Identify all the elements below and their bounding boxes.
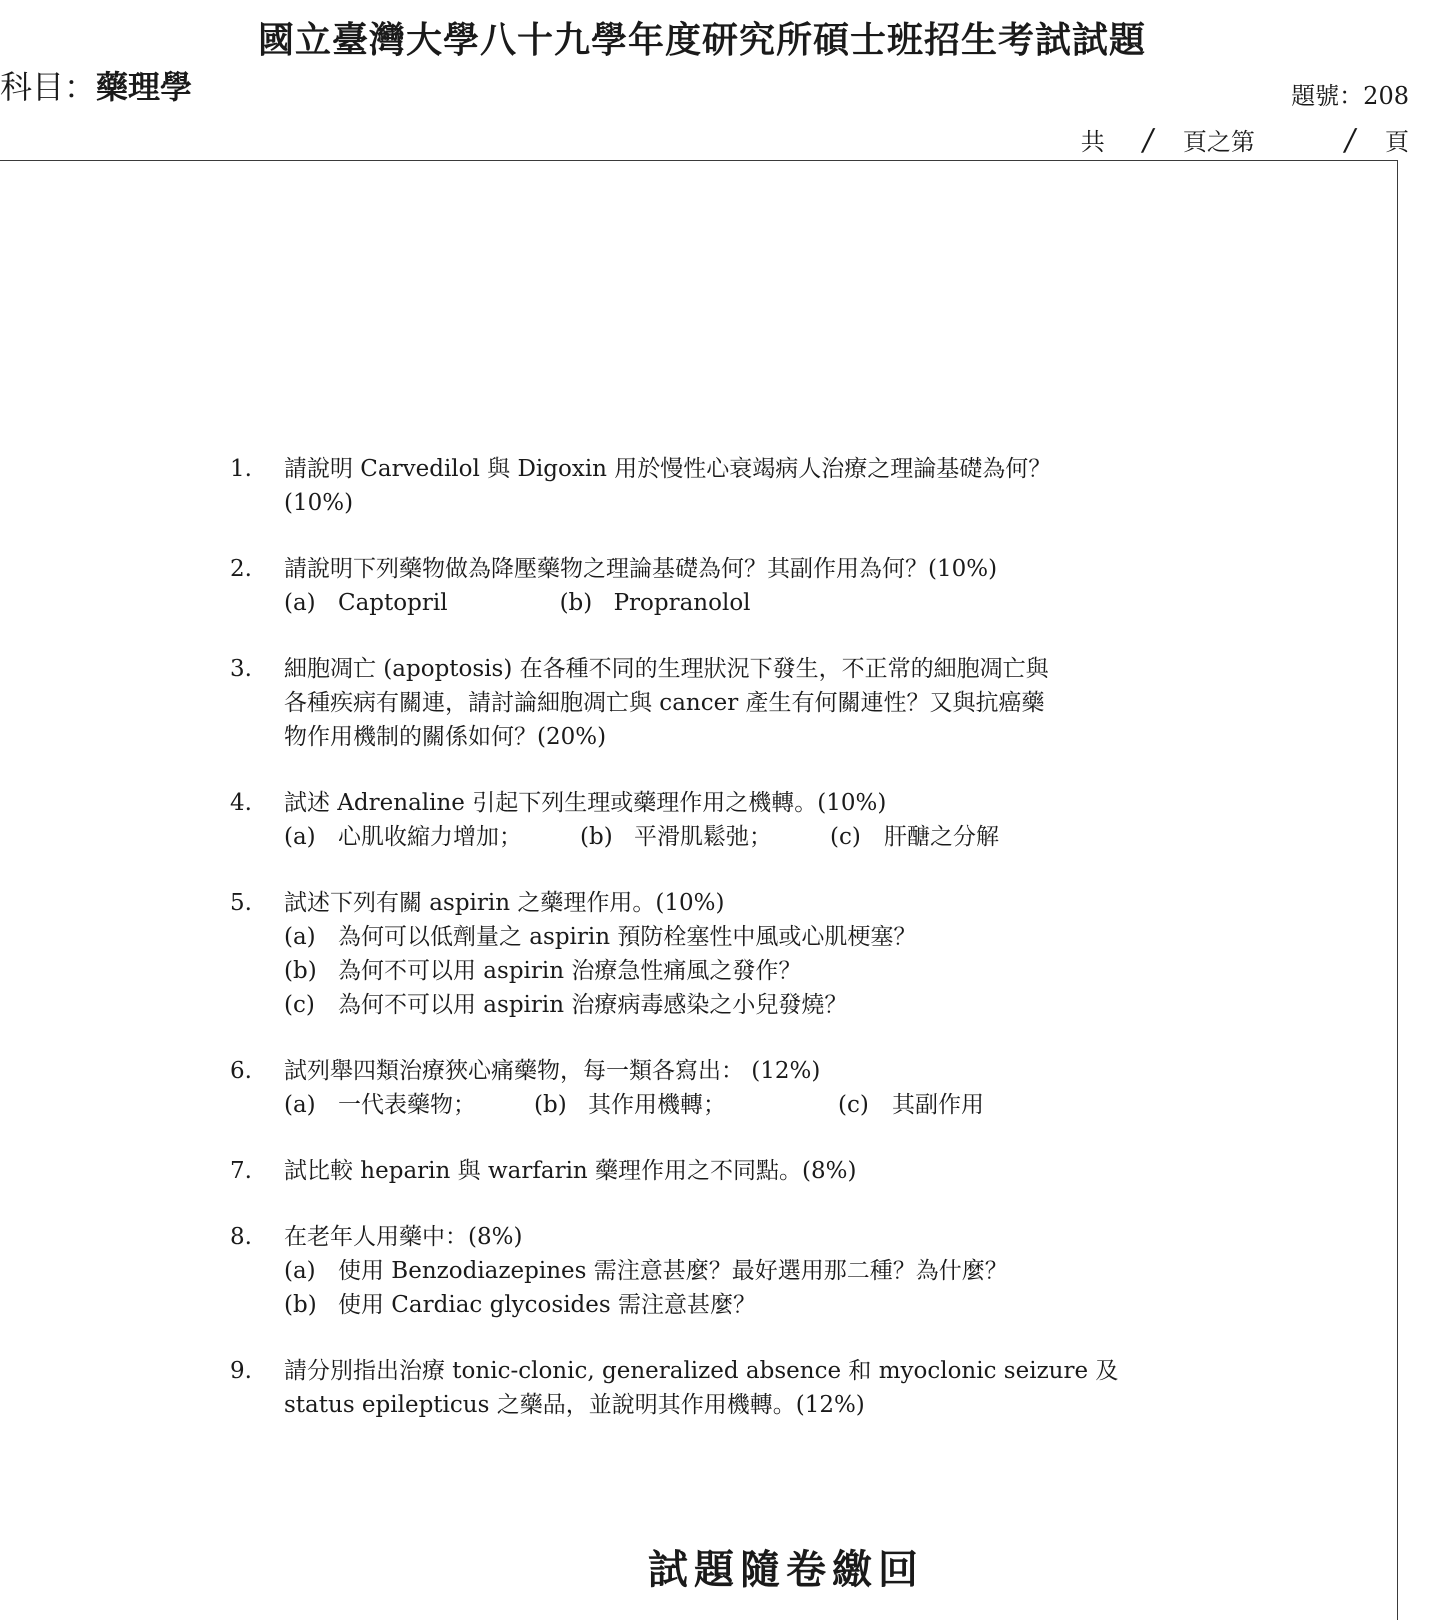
question-number: 6. [230, 1058, 252, 1084]
question-number: 3. [230, 656, 252, 682]
option-item [284, 820, 522, 854]
subject-label: 科目： [0, 68, 97, 106]
question-list [230, 452, 1180, 1454]
option-text: 肝醣之分解 [884, 824, 999, 850]
question-item [230, 552, 1180, 620]
question-text-line: 請說明 Carvedilol 與 Digoxin 用於慢性心衰竭病人治療之理論基礎為何？ [284, 456, 1052, 482]
sub-question [284, 954, 1180, 988]
sub-question-tag: (a) [284, 924, 316, 950]
question-item [230, 452, 1180, 520]
option-row [284, 820, 1180, 854]
option-text: 平滑肌鬆弛； [634, 824, 772, 850]
option-item [284, 586, 448, 620]
question-text-line: 請說明下列藥物做為降壓藥物之理論基礎為何？其副作用為何？(10%) [284, 556, 998, 582]
question-number: 5. [230, 890, 252, 916]
question-number: 9. [230, 1358, 252, 1384]
sub-question-text: 為何不可以用 aspirin 治療病毒感染之小兒發燒？ [338, 992, 848, 1018]
sub-question-text: 為何不可以用 aspirin 治療急性痛風之發作？ [338, 958, 802, 984]
exam-title: 國立臺灣大學八十九學年度研究所碩士班招生考試試題 [258, 19, 1147, 61]
question-item [230, 652, 1180, 754]
page-of-label: 頁之第 [1182, 128, 1255, 156]
question-text-line: 試述下列有關 aspirin 之藥理作用。(10%) [284, 890, 725, 916]
option-tag: (b) [534, 1092, 567, 1118]
question-text-line: 請分別指出治療 tonic-clonic, generalized absence 和 myoclonic seizure 及 [284, 1358, 1119, 1384]
sub-question-tag: (a) [284, 1258, 316, 1284]
subject-value: 藥理學 [96, 68, 193, 106]
option-tag: (b) [559, 590, 593, 616]
page-total-label: 共 [1080, 128, 1105, 156]
question-number: 4. [230, 790, 252, 816]
option-row [284, 1088, 1180, 1122]
slash-divider: / [1341, 123, 1359, 158]
sub-question-text: 使用 Benzodiazepines 需注意甚麼？最好選用那二種？為什麼？ [338, 1258, 1008, 1284]
option-tag: (a) [284, 824, 316, 850]
question-text-line: status epilepticus 之藥品，並說明其作用機轉。(12%) [284, 1392, 865, 1418]
sub-question-tag: (b) [284, 958, 317, 984]
question-number: 1. [230, 456, 252, 482]
option-text: 其副作用 [892, 1092, 984, 1118]
sub-question [284, 1254, 1180, 1288]
question-code: 題號：208 [1291, 82, 1409, 110]
option-item [580, 820, 772, 854]
sub-question-tag: (c) [284, 992, 315, 1018]
question-text-line: 試述 Adrenaline 引起下列生理或藥理作用之機轉。(10%) [284, 790, 887, 816]
question-text-line: 各種疾病有關連，請討論細胞凋亡與 cancer 產生有何關連性？又與抗癌藥 [284, 690, 1045, 716]
question-text-line: 在老年人用藥中：(8%) [284, 1224, 523, 1250]
option-item [838, 1088, 984, 1122]
option-tag: (c) [830, 824, 861, 850]
option-tag: (b) [580, 824, 613, 850]
question-text-line: 細胞凋亡 (apoptosis) 在各種不同的生理狀況下發生，不正常的細胞凋亡與 [284, 656, 1049, 682]
option-text: Propranolol [613, 590, 751, 616]
sub-question-text: 使用 Cardiac glycosides 需注意甚麼？ [338, 1292, 757, 1318]
option-text: 其作用機轉； [588, 1092, 726, 1118]
question-number: 7. [230, 1158, 252, 1184]
option-tag: (a) [284, 1092, 316, 1118]
question-text-line: 試列舉四類治療狹心痛藥物，每一類各寫出： (12%) [284, 1058, 821, 1084]
footer-notice: 試題隨卷繳回 [648, 1546, 924, 1593]
sub-question [284, 988, 1180, 1022]
slash-divider: / [1139, 123, 1156, 158]
option-text: Captopril [338, 590, 448, 616]
question-item [230, 886, 1180, 1022]
question-item [230, 1154, 1180, 1188]
sub-question-text: 為何可以低劑量之 aspirin 預防栓塞性中風或心肌梗塞？ [338, 924, 917, 950]
page-end-label: 頁 [1385, 128, 1409, 156]
option-item [830, 820, 999, 854]
option-row [284, 586, 1180, 620]
option-text: 一代表藥物； [338, 1092, 476, 1118]
sub-question [284, 920, 1180, 954]
option-text: 心肌收縮力增加； [338, 824, 522, 850]
question-item [230, 1354, 1180, 1422]
option-tag: (a) [284, 590, 316, 616]
subject-line [0, 62, 192, 108]
question-text-line: 物作用機制的關係如何？(20%) [284, 724, 607, 750]
question-text-line: 試比較 heparin 與 warfarin 藥理作用之不同點。(8%) [284, 1158, 857, 1184]
sub-question-tag: (b) [284, 1292, 317, 1318]
question-item [230, 786, 1180, 854]
option-item [534, 1088, 726, 1122]
question-number: 2. [230, 556, 252, 582]
question-number: 8. [230, 1224, 252, 1250]
question-item [230, 1220, 1180, 1322]
question-text-line: (10%) [284, 490, 354, 516]
option-item [284, 1088, 476, 1122]
page-info [1081, 122, 1409, 158]
option-item [560, 586, 751, 620]
question-item [230, 1054, 1180, 1122]
sub-question [284, 1288, 1180, 1322]
option-tag: (c) [838, 1092, 869, 1118]
